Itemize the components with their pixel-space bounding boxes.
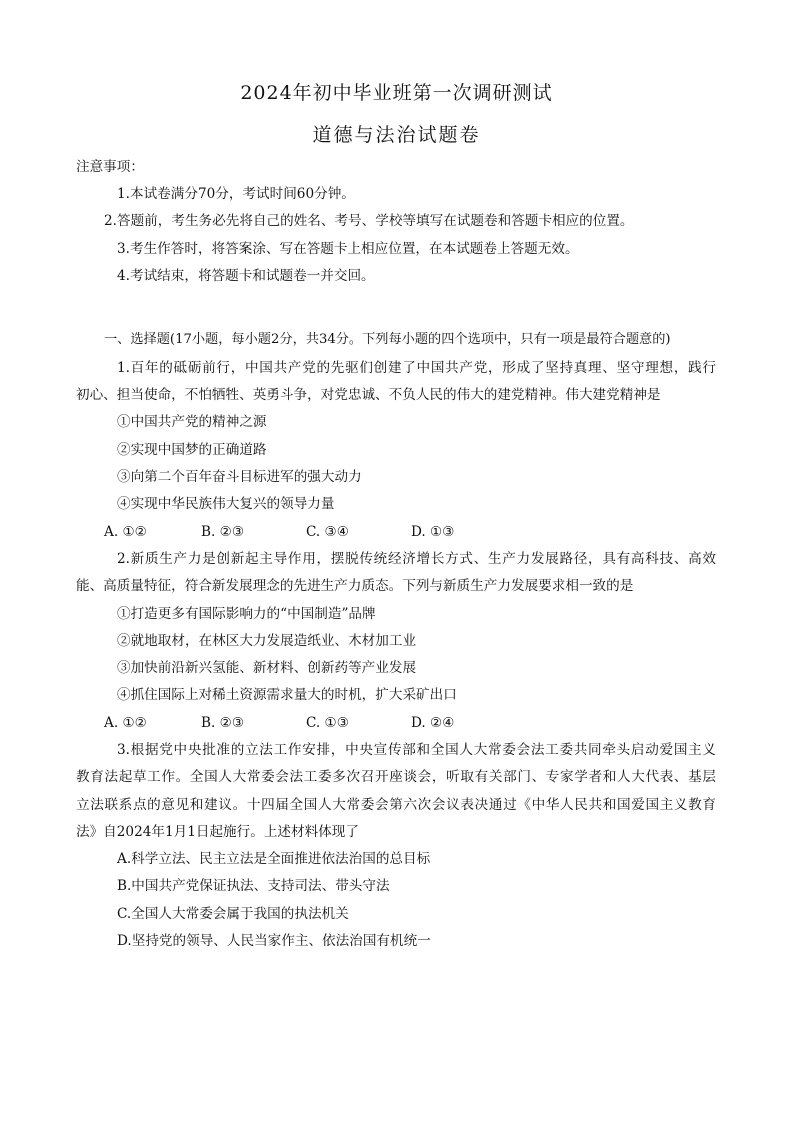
statement: ①中国共产党的精神之源	[117, 414, 267, 430]
statement: ③加快前沿新兴氢能、新材料、创新药等产业发展	[117, 660, 417, 676]
exam-title: 2024年初中毕业班第一次调研测试	[240, 82, 553, 104]
answer-choice: D. ②④	[411, 715, 455, 731]
notice-item: 3.考生作答时，将答案涂、写在答题卡上相应位置，在本试题卷上答题无效。	[117, 241, 579, 257]
notice-item: 4.考试结束，将答题卡和试题卷一并交回。	[117, 268, 375, 284]
answer-choice: B. ②③	[201, 715, 245, 731]
statement: ④实现中华民族伟大复兴的领导力量	[117, 496, 335, 512]
statement: ③向第二个百年奋斗目标进军的强大动力	[117, 469, 362, 485]
notice-heading: 注意事项：	[76, 159, 144, 175]
statement: ①打造更多有国际影响力的“中国制造”品牌	[117, 606, 376, 622]
answer-choice: C. ③④	[306, 524, 349, 540]
answer-choice: D. ①③	[411, 524, 455, 540]
question-stem-line: 2.新质生产力是创新起主导作用，摆脱传统经济增长方式、生产力发展路径，具有高科技、高效	[117, 551, 716, 567]
question-stem-line: 初心、担当使命，不怕牺牲、英勇斗争，对党忠诚、不负人民的伟大的建党精神。伟大建党精神是	[76, 387, 661, 403]
question-stem-line: 1.百年的砥砺前行，中国共产党的先驱们创建了中国共产党，形成了坚持真理、坚守理想，践行	[117, 360, 716, 376]
notice-item: 1.本试卷满分70分，考试时间60分钟。	[117, 186, 355, 202]
statement: ②就地取材，在林区大力发展造纸业、木材加工业	[117, 633, 417, 649]
answer-option: A.科学立法、民主立法是全面推进依法治国的总目标	[117, 851, 431, 867]
notice-item: 2.答题前，考生务必先将自己的姓名、考号、学校等填写在试题卷和答题卡相应的位置。	[104, 213, 634, 229]
answer-choice: A. ①②	[104, 715, 147, 731]
answer-choice: B. ②③	[201, 524, 245, 540]
question-stem-line: 能、高质量特征，符合新发展理念的先进生产力质态。下列与新质生产力发展要求相一致的是	[76, 578, 634, 594]
statement: ②实现中国梦的正确道路	[117, 442, 267, 458]
answer-choice: C. ①③	[306, 715, 349, 731]
question-stem-line: 3.根据党中央批准的立法工作安排，中央宣传部和全国人大常委会法工委共同牵头启动爱国主义	[117, 742, 716, 758]
question-stem-line: 教育法起草工作。全国人大常委会法工委多次召开座谈会，听取有关部门、专家学者和人大代表、基层	[76, 769, 716, 785]
answer-choice: A. ①②	[104, 524, 147, 540]
question-stem-line: 法》自2024年1月1日起施行。上述材料体现了	[76, 824, 359, 840]
exam-subtitle: 道德与法治试题卷	[312, 124, 481, 146]
answer-option: C.全国人大常委会属于我国的执法机关	[117, 906, 349, 922]
answer-option: B.中国共产党保证执法、支持司法、带头守法	[117, 878, 390, 894]
statement: ④抓住国际上对稀土资源需求量大的时机，扩大采矿出口	[117, 687, 457, 703]
question-stem-line: 立法联系点的意见和建议。十四届全国人大常委会第六次会议表决通过《中华人民共和国爱国主义教育	[76, 797, 716, 813]
section-heading: 一、选择题(17小题，每小题2分，共34分。下列每小题的四个选项中，只有一项是最符合题意的)	[104, 332, 671, 347]
answer-option: D.坚持党的领导、人民当家作主、依法治国有机统一	[117, 933, 431, 949]
